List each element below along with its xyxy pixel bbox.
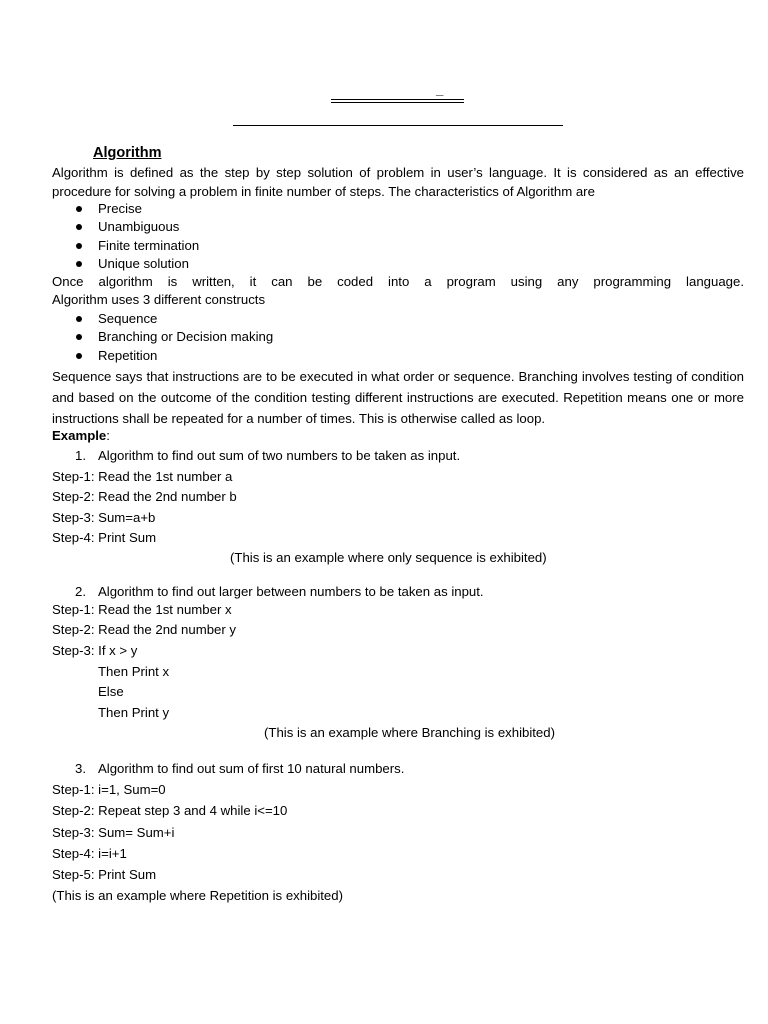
list-item xyxy=(0,311,400,327)
example-label-text: Example xyxy=(52,428,107,443)
example-title: Algorithm to find out sum of first 10 natural numbers. xyxy=(98,761,405,776)
sub-step-line: Else xyxy=(98,684,124,699)
example-note: (This is an example where only sequence is exhibited) xyxy=(230,550,547,565)
list-item xyxy=(0,201,400,217)
example-number: 1. xyxy=(75,448,86,463)
intro-paragraph: Algorithm is defined as the step by step solution of problem in user’s language. It is considered as an effective procedure for solving a problem in finite number of steps. The characteristics of Algorithm are xyxy=(52,165,744,199)
step-line: Step-1: i=1, Sum=0 xyxy=(52,782,166,797)
coding-paragraph: Once algorithm is written, it can be coded into a program using any programming language. xyxy=(52,274,744,289)
header-dash-mark: _ xyxy=(436,82,444,97)
list-item xyxy=(0,238,400,254)
step-line: Step-4: Print Sum xyxy=(52,530,157,545)
example-note: (This is an example where Branching is exhibited) xyxy=(264,725,555,740)
step-line: Step-4: i=i+1 xyxy=(52,846,127,861)
header-double-line-bottom xyxy=(331,102,464,103)
constructs-intro: Algorithm uses 3 different constructs xyxy=(52,292,266,307)
example-note: (This is an example where Repetition is exhibited) xyxy=(52,888,343,903)
list-item-label: Finite termination xyxy=(98,238,200,253)
step-line: Step-1: Read the 1st number a xyxy=(52,469,233,484)
list-item-label: Sequence xyxy=(98,311,158,326)
list-item xyxy=(0,329,400,345)
step-line: Step-2: Read the 2nd number b xyxy=(52,489,237,504)
list-item-label: Branching or Decision making xyxy=(98,329,274,344)
bullet-icon xyxy=(76,353,82,359)
step-line: Step-3: Sum= Sum+i xyxy=(52,825,175,840)
bullet-icon xyxy=(76,316,82,322)
list-item xyxy=(0,348,400,364)
bullet-icon xyxy=(76,261,82,267)
step-line: Step-2: Read the 2nd number y xyxy=(52,622,237,637)
list-item-label: Precise xyxy=(98,201,142,216)
step-line: Step-2: Repeat step 3 and 4 while i<=10 xyxy=(52,803,288,818)
step-line: Step-1: Read the 1st number x xyxy=(52,602,232,617)
sub-step-line: Then Print y xyxy=(98,705,170,720)
list-item-label: Unique solution xyxy=(98,256,189,271)
example-title: Algorithm to find out larger between numbers to be taken as input. xyxy=(98,584,484,599)
step-line: Step-3: If x > y xyxy=(52,643,138,658)
example-number: 2. xyxy=(75,584,86,599)
example-title: Algorithm to find out sum of two numbers to be taken as input. xyxy=(98,448,461,463)
list-item-label: Unambiguous xyxy=(98,219,180,234)
list-item xyxy=(0,256,400,272)
bullet-icon xyxy=(76,243,82,249)
header-double-line-top xyxy=(331,99,464,100)
list-item xyxy=(0,219,400,235)
step-line: Step-3: Sum=a+b xyxy=(52,510,156,525)
bullet-icon xyxy=(76,334,82,340)
example-label xyxy=(52,428,110,444)
explanation-paragraph: Sequence says that instructions are to be executed in what order or sequence. Branching involves testing of condition and based on the outcome of the condition testing different instructions are executed. Repetition means one or more instructions shall be repeated for a number of times. This is otherwise called as loop. xyxy=(52,369,744,426)
header-underline xyxy=(233,125,563,126)
bullet-icon xyxy=(76,206,82,212)
section-title: Algorithm xyxy=(93,145,162,161)
bullet-icon xyxy=(76,224,82,230)
list-item-label: Repetition xyxy=(98,348,158,363)
step-line: Step-5: Print Sum xyxy=(52,867,157,882)
example-number: 3. xyxy=(75,761,86,776)
sub-step-line: Then Print x xyxy=(98,664,170,679)
example-label-colon: : xyxy=(106,428,110,443)
